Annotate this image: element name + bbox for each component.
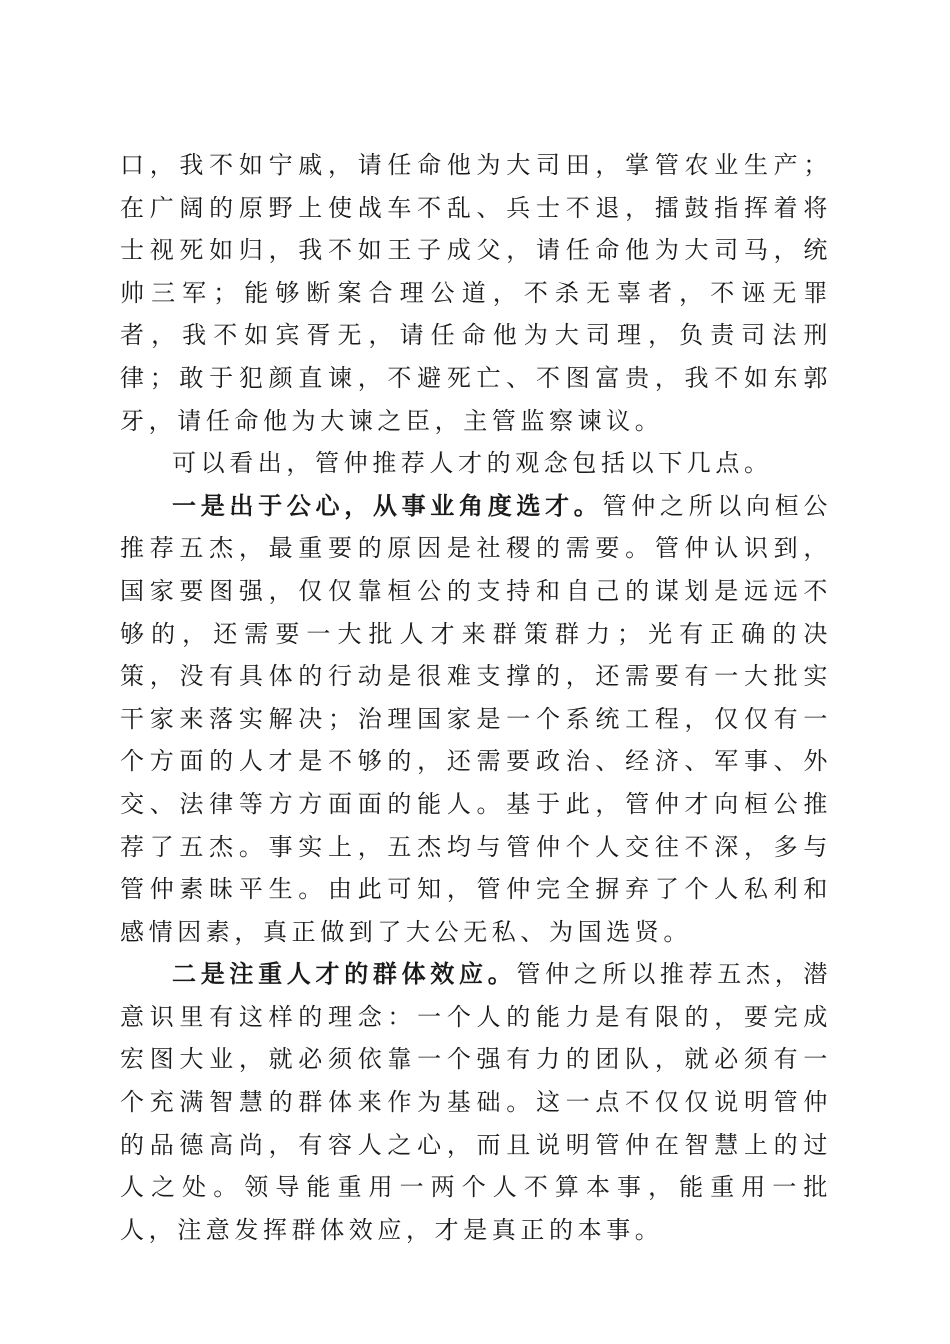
paragraph-summary bbox=[120, 442, 832, 485]
paragraph-text: 可以看出，管仲推荐人才的观念包括以下几点。 bbox=[172, 449, 773, 478]
paragraph-text: 管仲之所以推荐五杰，潜意识里有这样的理念：一个人的能力是有限的，要完成宏图大业，就必须依靠一个强有力的团队，就必须有一个充满智慧的群体来作为基础。这一点不仅仅说明管仲的品德高尚，有容人之心，而且说明管仲在智慧上的过人之处。领导能重用一两个人不算本事，能重用一批人，注意发挥群体效应，才是真正的本事。 bbox=[120, 960, 832, 1244]
paragraph-text: 管仲之所以向桓公推荐五杰，最重要的原因是社稷的需要。管仲认识到，国家要图强，仅仅靠桓公的支持和自己的谋划是远远不够的，还需要一大批人才来群策群力；光有正确的决策，没有具体的行动是很难支撑的，还需要有一大批实干家来落实解决；治理国家是一个系统工程，仅仅有一个方面的人才是不够的，还需要政治、经济、军事、外交、法律等方方面面的能人。基于此，管仲才向桓公推荐了五杰。事实上，五杰均与管仲个人交往不深，多与管仲素昧平生。由此可知，管仲完全摒弃了个人私利和感情因素，真正做到了大公无私、为国选贤。 bbox=[120, 491, 832, 946]
paragraph-text: 口，我不如宁戚，请任命他为大司田，掌管农业生产；在广阔的原野上使战车不乱、兵士不退，擂鼓指挥着将士视死如归，我不如王子成父，请任命他为大司马，统帅三军；能够断案合理公道，不杀无辜者，不诬无罪者，我不如宾胥无，请任命他为大司理，负责司法刑律；敢于犯颜直谏，不避死亡、不图富贵，我不如东郭牙，请任命他为大谏之臣，主管监察谏议。 bbox=[120, 151, 832, 435]
paragraph-continuation bbox=[120, 144, 832, 442]
paragraph-lead-heading: 一是出于公心，从事业角度选才。 bbox=[172, 490, 603, 520]
paragraph-lead-heading: 二是注重人才的群体效应。 bbox=[172, 959, 517, 989]
document-body bbox=[120, 144, 832, 1251]
paragraph-point-one bbox=[120, 485, 832, 954]
paragraph-point-two bbox=[120, 953, 832, 1251]
